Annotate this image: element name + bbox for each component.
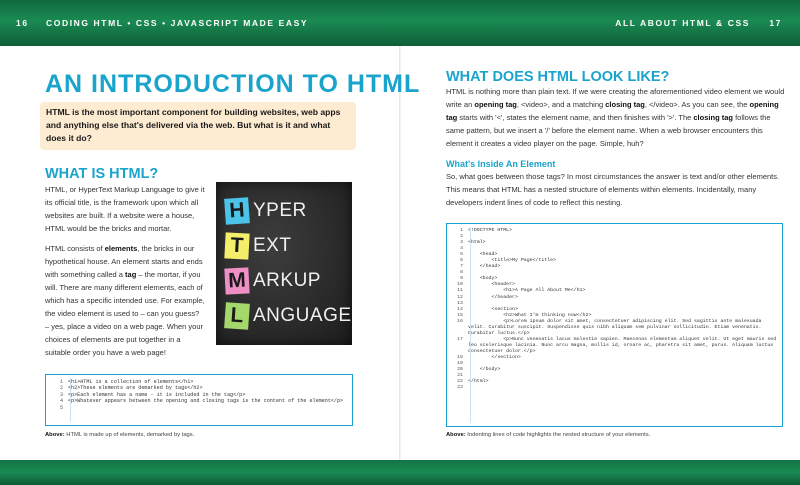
line-number: 7 — [460, 264, 463, 270]
code-text — [468, 385, 777, 391]
caption-right: Above: Indenting lines of code highlights the nested structure of your elements. — [446, 432, 651, 438]
code-text: </section> — [468, 354, 521, 360]
code-lines — [52, 379, 346, 411]
code-text: <h2>These elements are demarked by tags</h2> — [68, 385, 203, 392]
line-number: 18 — [457, 354, 463, 360]
code-line — [452, 385, 777, 391]
line-number: 19 — [457, 361, 463, 367]
line-number: 23 — [457, 385, 463, 391]
line-number: 10 — [457, 282, 463, 288]
paragraph-1: HTML, or HyperText Markup Language to give it its official title, is the framework upon which all websites are built. If a website were a house, HTML would be the bricks and mortar. — [45, 185, 205, 233]
code-text: </html> — [468, 379, 489, 385]
code-text: <p>Lorem ipsum dolor sit amet, consectetuer adipiscing elit. Sed sagittis ante malesuada velit. Curabitur suscipit. Suspendisse quis nibh aliquam sem pulvinar sollicitudin. Etiam venenatis. Curabitur luctus.</p> — [468, 318, 765, 336]
chalk-word-arkup: ARKUP — [253, 270, 321, 291]
line-number: 13 — [457, 300, 463, 306]
line-number: 2 — [59, 385, 63, 392]
intro-text: HTML is the most important component for building websites, web apps and anything else that's delivered via the web. But what is it and what does it do? — [46, 107, 341, 143]
code-text: </head> — [468, 264, 501, 270]
line-number: 1 — [59, 379, 63, 385]
code-text: <body> — [468, 276, 498, 282]
sticky-note-m: M — [224, 267, 249, 294]
paragraph-3: HTML is nothing more than plain text. If we were creating the aforementioned video element we would write an opening tag, <video>, and a matching closing tag, </video>. As you can see, the opening tag starts with '<', states the element name, and then finishes with '>'. The closing tag follows the same pattern, but we insert a '/' before the element name. When a web browser encounters this element it creates a video player on the page. Simple, huh? — [446, 87, 785, 148]
section-heading-what-does-html-look-like: WHAT DOES HTML LOOK LIKE? — [446, 69, 670, 85]
page-title: AN INTRODUCTION TO HTML — [45, 70, 421, 98]
line-number: 1 — [460, 228, 463, 233]
code-box-right — [446, 223, 783, 427]
line-number: 20 — [457, 367, 463, 373]
chalkboard-image — [216, 182, 352, 345]
chalk-word-ext: EXT — [253, 235, 292, 256]
line-number: 5 — [460, 252, 463, 258]
line-number: 2 — [460, 234, 463, 240]
code-lines — [452, 228, 780, 391]
line-number: 15 — [457, 312, 463, 318]
code-text: <p>Each element has a name - it is included in the tag</p> — [68, 391, 246, 398]
line-number: 4 — [59, 398, 63, 405]
code-text: <section> — [468, 306, 518, 312]
code-text: <h1>A Page All About Me</h1> — [468, 288, 586, 294]
code-line — [452, 336, 780, 355]
term-closing-tag: closing tag — [605, 100, 645, 109]
code-text: <!DOCTYPE HTML> — [468, 228, 513, 233]
code-text: <h1>HTML is a collection of elements</h1> — [68, 379, 194, 385]
code-text: </body> — [468, 367, 501, 373]
line-number: 5 — [59, 404, 63, 411]
line-number: 17 — [457, 336, 463, 342]
code-text: <title>My Page</title> — [468, 258, 557, 264]
footer-bar — [0, 460, 800, 485]
line-number: 8 — [460, 270, 463, 276]
line-number: 3 — [59, 391, 63, 398]
code-text: <html> — [468, 240, 486, 246]
subheading-whats-inside: What's Inside An Element — [446, 159, 556, 169]
code-text: <head> — [468, 252, 498, 258]
term-elements: elements — [104, 244, 138, 253]
line-number: 4 — [460, 246, 463, 252]
code-line — [52, 398, 346, 404]
chalk-word-yper: YPER — [253, 200, 307, 221]
section-heading-what-is-html: WHAT IS HTML? — [45, 166, 159, 182]
paragraph-2: HTML consists of elements, the bricks in our hypothetical house. An element starts and ends with something called a tag – the mortar, if you will. There are many different elements, each of which has a specific intended use. For example, the video element is used to – can you guess? – yes, place a video on a web page. When your choices of elements are put together in a suitable order you have a web page! — [45, 244, 205, 357]
line-number: 16 — [457, 318, 463, 324]
term-tag: tag — [125, 270, 137, 279]
line-number: 22 — [457, 379, 463, 385]
code-line — [52, 405, 346, 411]
sticky-note-l: L — [224, 302, 250, 330]
code-box-left — [45, 374, 353, 426]
line-number: 14 — [457, 306, 463, 312]
sticky-note-t: T — [224, 232, 249, 259]
intro-box — [40, 102, 356, 150]
line-number: 6 — [460, 258, 463, 264]
code-text: <header> — [468, 282, 515, 288]
term-closing-tag: closing tag — [693, 113, 733, 122]
code-text: <p>Whatever appears between the opening and closing tags is the content of the element</p> — [68, 398, 344, 405]
paragraph-4: So, what goes between those tags? In most circumstances the answer is text and/or other elements. This means that HTML has a nested structure of elements within elements. Incidentally, many developers indent lines of code to reflect this nesting. — [446, 172, 780, 207]
line-number: 9 — [460, 276, 463, 282]
term-opening-tag: opening tag — [474, 100, 517, 109]
right-page-number: 17 — [769, 18, 782, 28]
code-text: <p>Nunc venenatis lacus molestie sapien. Maecenas elementum aliquet velit. Ut eget mauris sed leo scelerisque lacinia. Nunc arcu magna, mollis id, ornare ac, pharetra sit amet, purus. Aliquam luctus consectetuer dolor.</p> — [468, 336, 780, 354]
code-text: </header> — [468, 294, 518, 300]
chalk-word-anguage: ANGUAGE — [253, 305, 352, 326]
line-number: 21 — [457, 373, 463, 379]
line-number-rule — [70, 378, 71, 422]
term-opening-tag: opening tag — [446, 100, 779, 122]
caption-left: Above: HTML is made up of elements, demarked by tags. — [45, 432, 195, 438]
sticky-note-h: H — [224, 197, 250, 225]
line-number: 12 — [457, 294, 463, 300]
header-bar — [0, 0, 800, 46]
left-running-title: CODING HTML • CSS • JAVASCRIPT MADE EASY — [46, 18, 309, 28]
line-number: 11 — [457, 288, 463, 294]
page-spine — [399, 46, 401, 460]
right-running-title: ALL ABOUT HTML & CSS — [615, 18, 750, 28]
left-page-number: 16 — [16, 18, 29, 28]
line-number: 3 — [460, 240, 463, 246]
line-number-rule — [470, 227, 471, 423]
code-line — [452, 319, 777, 337]
code-text: <h2>What I'm thinking now</h2> — [468, 312, 592, 318]
